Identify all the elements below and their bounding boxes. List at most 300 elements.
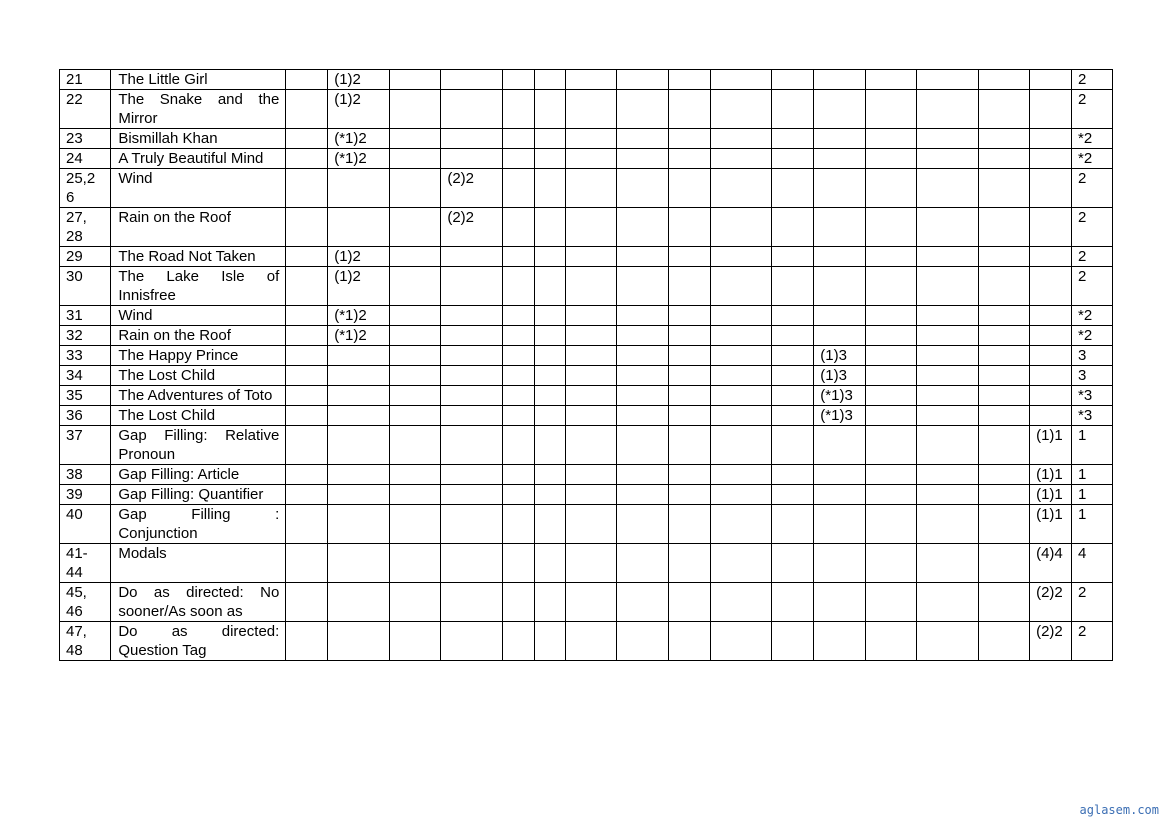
empty-cell [978, 622, 1029, 661]
empty-cell [441, 426, 503, 465]
empty-cell [534, 485, 565, 505]
empty-cell [441, 386, 503, 406]
empty-cell [534, 169, 565, 208]
empty-cell [286, 386, 328, 406]
empty-cell [916, 267, 978, 306]
table-row [60, 544, 1113, 583]
question-number: 34 [60, 366, 111, 386]
empty-cell [566, 149, 617, 169]
empty-cell [534, 386, 565, 406]
empty-cell [534, 583, 565, 622]
empty-cell [617, 326, 668, 346]
empty-cell [566, 366, 617, 386]
empty-cell [710, 129, 772, 149]
empty-cell [534, 267, 565, 306]
marks-cell: (1)3 [814, 346, 865, 366]
topic-cell: Wind [111, 306, 286, 326]
empty-cell [668, 485, 710, 505]
total-cell: *2 [1071, 129, 1112, 149]
empty-cell [390, 426, 441, 465]
empty-cell [814, 90, 865, 129]
empty-cell [865, 90, 916, 129]
empty-cell [390, 326, 441, 346]
empty-cell [286, 426, 328, 465]
empty-cell [1030, 208, 1072, 247]
empty-cell [978, 149, 1029, 169]
empty-cell [390, 505, 441, 544]
empty-cell [772, 465, 814, 485]
blueprint-table [59, 69, 1113, 661]
empty-cell [978, 208, 1029, 247]
empty-cell [710, 505, 772, 544]
empty-cell [978, 465, 1029, 485]
empty-cell [772, 583, 814, 622]
topic-cell: Do as directed: Question Tag [111, 622, 286, 661]
empty-cell [916, 169, 978, 208]
table-row [60, 267, 1113, 306]
empty-cell [328, 505, 390, 544]
empty-cell [1030, 406, 1072, 426]
empty-cell [328, 583, 390, 622]
marks-cell: (1)2 [328, 247, 390, 267]
empty-cell [617, 129, 668, 149]
empty-cell [978, 406, 1029, 426]
total-cell: *3 [1071, 386, 1112, 406]
empty-cell [566, 465, 617, 485]
empty-cell [617, 149, 668, 169]
empty-cell [668, 247, 710, 267]
empty-cell [617, 544, 668, 583]
table-row [60, 406, 1113, 426]
empty-cell [865, 583, 916, 622]
empty-cell [865, 208, 916, 247]
empty-cell [503, 247, 534, 267]
empty-cell [503, 346, 534, 366]
empty-cell [668, 129, 710, 149]
empty-cell [814, 622, 865, 661]
empty-cell [668, 326, 710, 346]
empty-cell [566, 583, 617, 622]
empty-cell [814, 326, 865, 346]
empty-cell [441, 267, 503, 306]
total-cell: 2 [1071, 169, 1112, 208]
empty-cell [566, 306, 617, 326]
empty-cell [772, 267, 814, 306]
empty-cell [390, 465, 441, 485]
empty-cell [710, 90, 772, 129]
empty-cell [566, 90, 617, 129]
empty-cell [916, 366, 978, 386]
table-row [60, 485, 1113, 505]
empty-cell [286, 622, 328, 661]
empty-cell [534, 208, 565, 247]
empty-cell [441, 366, 503, 386]
marks-cell: (1)3 [814, 366, 865, 386]
table-row [60, 306, 1113, 326]
table-row [60, 208, 1113, 247]
total-cell: 1 [1071, 485, 1112, 505]
marks-cell: (1)1 [1030, 505, 1072, 544]
question-number: 47, 48 [60, 622, 111, 661]
empty-cell [503, 366, 534, 386]
empty-cell [916, 326, 978, 346]
empty-cell [978, 326, 1029, 346]
empty-cell [916, 386, 978, 406]
empty-cell [534, 406, 565, 426]
topic-cell: Wind [111, 169, 286, 208]
empty-cell [286, 406, 328, 426]
empty-cell [566, 386, 617, 406]
empty-cell [286, 544, 328, 583]
empty-cell [916, 70, 978, 90]
empty-cell [668, 622, 710, 661]
empty-cell [710, 386, 772, 406]
marks-cell: (*1)3 [814, 406, 865, 426]
site-watermark: aglasem.com [1079, 803, 1159, 817]
question-number: 21 [60, 70, 111, 90]
empty-cell [617, 247, 668, 267]
empty-cell [441, 70, 503, 90]
empty-cell [668, 346, 710, 366]
marks-cell: (*1)3 [814, 386, 865, 406]
empty-cell [916, 622, 978, 661]
empty-cell [710, 346, 772, 366]
empty-cell [668, 406, 710, 426]
empty-cell [1030, 366, 1072, 386]
empty-cell [1030, 346, 1072, 366]
empty-cell [1030, 149, 1072, 169]
empty-cell [503, 149, 534, 169]
empty-cell [814, 149, 865, 169]
total-cell: 2 [1071, 622, 1112, 661]
question-number: 41- 44 [60, 544, 111, 583]
empty-cell [503, 465, 534, 485]
empty-cell [978, 306, 1029, 326]
empty-cell [286, 90, 328, 129]
empty-cell [978, 485, 1029, 505]
marks-cell: (1)2 [328, 70, 390, 90]
empty-cell [772, 505, 814, 544]
empty-cell [1030, 247, 1072, 267]
empty-cell [916, 465, 978, 485]
empty-cell [503, 306, 534, 326]
topic-cell: The Road Not Taken [111, 247, 286, 267]
empty-cell [710, 247, 772, 267]
empty-cell [668, 505, 710, 544]
empty-cell [710, 306, 772, 326]
empty-cell [390, 406, 441, 426]
question-number: 22 [60, 90, 111, 129]
total-cell: 1 [1071, 465, 1112, 485]
question-number: 40 [60, 505, 111, 544]
topic-cell: The Snake and the Mirror [111, 90, 286, 129]
empty-cell [865, 70, 916, 90]
empty-cell [916, 129, 978, 149]
total-cell: 2 [1071, 208, 1112, 247]
empty-cell [286, 485, 328, 505]
empty-cell [328, 366, 390, 386]
empty-cell [916, 149, 978, 169]
empty-cell [865, 169, 916, 208]
empty-cell [772, 346, 814, 366]
empty-cell [534, 622, 565, 661]
table-row [60, 426, 1113, 465]
empty-cell [617, 583, 668, 622]
empty-cell [390, 169, 441, 208]
empty-cell [865, 326, 916, 346]
empty-cell [978, 426, 1029, 465]
empty-cell [328, 544, 390, 583]
empty-cell [390, 247, 441, 267]
marks-cell: (*1)2 [328, 306, 390, 326]
empty-cell [534, 149, 565, 169]
empty-cell [328, 346, 390, 366]
empty-cell [390, 544, 441, 583]
question-number: 35 [60, 386, 111, 406]
empty-cell [710, 426, 772, 465]
topic-cell: Bismillah Khan [111, 129, 286, 149]
empty-cell [668, 169, 710, 208]
question-number: 25,2 6 [60, 169, 111, 208]
marks-cell: (*1)2 [328, 149, 390, 169]
empty-cell [390, 386, 441, 406]
empty-cell [328, 406, 390, 426]
total-cell: 2 [1071, 247, 1112, 267]
topic-cell: The Lake Isle of Innisfree [111, 267, 286, 306]
empty-cell [503, 485, 534, 505]
marks-cell: (2)2 [441, 169, 503, 208]
empty-cell [772, 169, 814, 208]
marks-cell: (1)1 [1030, 485, 1072, 505]
empty-cell [566, 247, 617, 267]
empty-cell [710, 149, 772, 169]
empty-cell [390, 267, 441, 306]
empty-cell [503, 406, 534, 426]
marks-cell: (2)2 [1030, 622, 1072, 661]
marks-cell: (*1)2 [328, 129, 390, 149]
question-number: 38 [60, 465, 111, 485]
empty-cell [617, 366, 668, 386]
question-number: 31 [60, 306, 111, 326]
empty-cell [390, 485, 441, 505]
empty-cell [978, 505, 1029, 544]
empty-cell [978, 366, 1029, 386]
empty-cell [865, 406, 916, 426]
empty-cell [286, 169, 328, 208]
empty-cell [441, 406, 503, 426]
empty-cell [566, 485, 617, 505]
empty-cell [617, 386, 668, 406]
empty-cell [534, 544, 565, 583]
empty-cell [978, 583, 1029, 622]
empty-cell [617, 505, 668, 544]
empty-cell [441, 544, 503, 583]
question-number: 33 [60, 346, 111, 366]
empty-cell [668, 208, 710, 247]
empty-cell [916, 406, 978, 426]
total-cell: 4 [1071, 544, 1112, 583]
marks-cell: (*1)2 [328, 326, 390, 346]
empty-cell [286, 129, 328, 149]
total-cell: *2 [1071, 326, 1112, 346]
empty-cell [710, 406, 772, 426]
table-row [60, 465, 1113, 485]
empty-cell [566, 169, 617, 208]
empty-cell [286, 306, 328, 326]
table-row [60, 169, 1113, 208]
empty-cell [328, 465, 390, 485]
table-row [60, 622, 1113, 661]
empty-cell [772, 129, 814, 149]
empty-cell [710, 622, 772, 661]
topic-cell: Gap Filling : Conjunction [111, 505, 286, 544]
topic-cell: The Lost Child [111, 406, 286, 426]
empty-cell [503, 326, 534, 346]
total-cell: 3 [1071, 346, 1112, 366]
empty-cell [865, 426, 916, 465]
total-cell: 2 [1071, 70, 1112, 90]
empty-cell [617, 90, 668, 129]
empty-cell [286, 366, 328, 386]
total-cell: 1 [1071, 505, 1112, 544]
empty-cell [865, 129, 916, 149]
empty-cell [617, 208, 668, 247]
topic-cell: The Happy Prince [111, 346, 286, 366]
empty-cell [390, 90, 441, 129]
empty-cell [814, 169, 865, 208]
total-cell: 2 [1071, 583, 1112, 622]
empty-cell [390, 70, 441, 90]
empty-cell [286, 70, 328, 90]
empty-cell [617, 465, 668, 485]
question-number: 23 [60, 129, 111, 149]
empty-cell [617, 622, 668, 661]
empty-cell [534, 426, 565, 465]
empty-cell [814, 267, 865, 306]
empty-cell [503, 426, 534, 465]
empty-cell [503, 208, 534, 247]
empty-cell [668, 90, 710, 129]
empty-cell [441, 129, 503, 149]
table-row [60, 90, 1113, 129]
marks-cell: (1)2 [328, 90, 390, 129]
question-number: 30 [60, 267, 111, 306]
table-row [60, 386, 1113, 406]
empty-cell [668, 70, 710, 90]
question-number: 36 [60, 406, 111, 426]
empty-cell [534, 306, 565, 326]
table-row [60, 129, 1113, 149]
empty-cell [286, 346, 328, 366]
empty-cell [978, 386, 1029, 406]
topic-cell: Modals [111, 544, 286, 583]
empty-cell [865, 465, 916, 485]
empty-cell [772, 90, 814, 129]
empty-cell [534, 366, 565, 386]
empty-cell [534, 247, 565, 267]
topic-cell: Do as directed: No sooner/As soon as [111, 583, 286, 622]
empty-cell [668, 386, 710, 406]
empty-cell [668, 544, 710, 583]
empty-cell [617, 426, 668, 465]
empty-cell [814, 583, 865, 622]
total-cell: 3 [1071, 366, 1112, 386]
empty-cell [328, 208, 390, 247]
empty-cell [814, 306, 865, 326]
empty-cell [503, 169, 534, 208]
empty-cell [566, 406, 617, 426]
empty-cell [286, 267, 328, 306]
empty-cell [814, 505, 865, 544]
empty-cell [390, 208, 441, 247]
empty-cell [503, 129, 534, 149]
empty-cell [566, 426, 617, 465]
empty-cell [1030, 386, 1072, 406]
empty-cell [286, 465, 328, 485]
empty-cell [534, 90, 565, 129]
empty-cell [865, 366, 916, 386]
empty-cell [1030, 306, 1072, 326]
empty-cell [916, 485, 978, 505]
empty-cell [772, 70, 814, 90]
empty-cell [772, 326, 814, 346]
empty-cell [710, 70, 772, 90]
empty-cell [865, 544, 916, 583]
empty-cell [668, 426, 710, 465]
empty-cell [978, 169, 1029, 208]
empty-cell [534, 505, 565, 544]
empty-cell [916, 426, 978, 465]
topic-cell: Rain on the Roof [111, 326, 286, 346]
empty-cell [865, 346, 916, 366]
empty-cell [441, 306, 503, 326]
empty-cell [1030, 70, 1072, 90]
topic-cell: Gap Filling: Article [111, 465, 286, 485]
empty-cell [286, 583, 328, 622]
empty-cell [441, 149, 503, 169]
empty-cell [617, 406, 668, 426]
empty-cell [503, 90, 534, 129]
empty-cell [668, 583, 710, 622]
question-number: 29 [60, 247, 111, 267]
empty-cell [441, 90, 503, 129]
empty-cell [390, 622, 441, 661]
question-number: 24 [60, 149, 111, 169]
marks-cell: (2)2 [441, 208, 503, 247]
topic-cell: The Lost Child [111, 366, 286, 386]
empty-cell [668, 366, 710, 386]
empty-cell [772, 622, 814, 661]
empty-cell [441, 346, 503, 366]
empty-cell [566, 544, 617, 583]
empty-cell [814, 544, 865, 583]
table-row [60, 70, 1113, 90]
empty-cell [668, 149, 710, 169]
empty-cell [390, 583, 441, 622]
empty-cell [617, 169, 668, 208]
empty-cell [390, 129, 441, 149]
question-number: 39 [60, 485, 111, 505]
table-row [60, 247, 1113, 267]
empty-cell [772, 544, 814, 583]
empty-cell [978, 267, 1029, 306]
empty-cell [814, 426, 865, 465]
empty-cell [916, 208, 978, 247]
table-row [60, 149, 1113, 169]
empty-cell [865, 505, 916, 544]
empty-cell [617, 70, 668, 90]
empty-cell [566, 622, 617, 661]
